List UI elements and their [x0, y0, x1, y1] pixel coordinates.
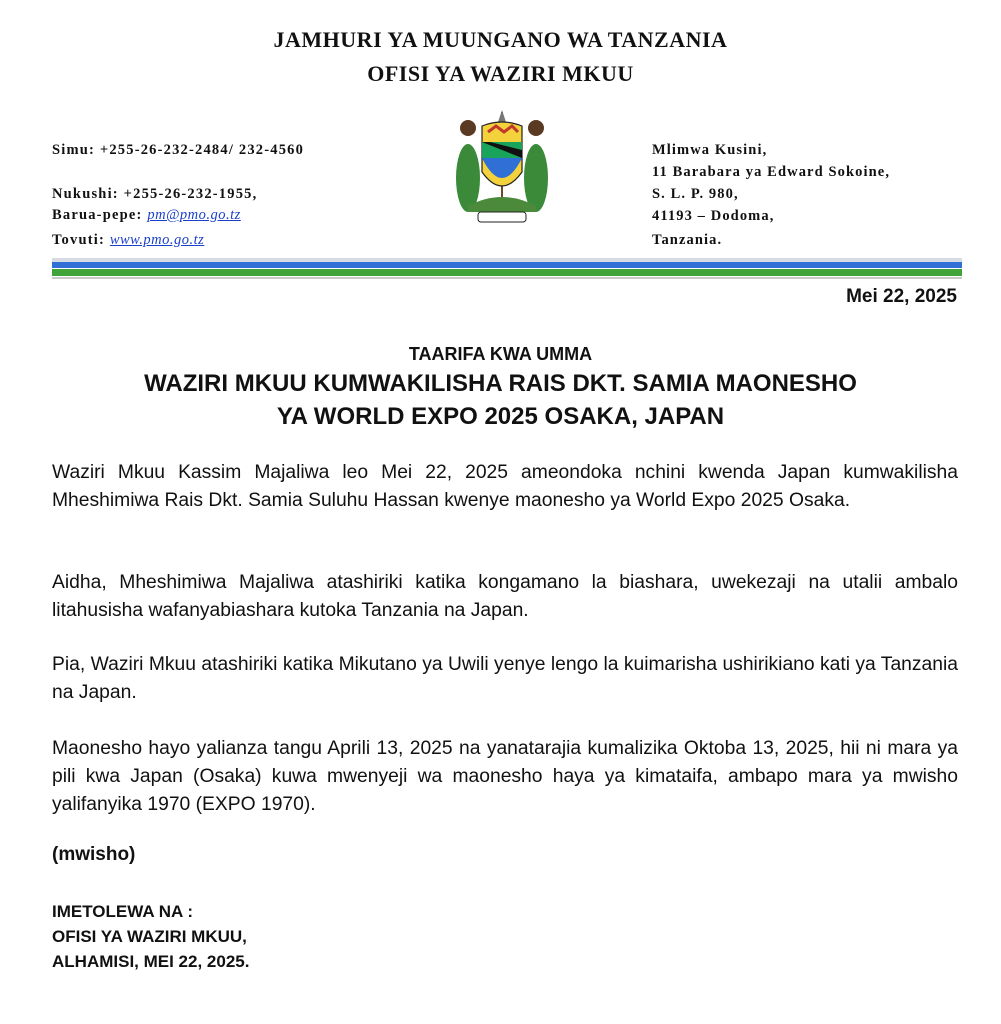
- country-heading: JAMHURI YA MUUNGANO WA TANZANIA: [273, 27, 728, 52]
- fax-line: Nukushi: +255-26-232-1955,: [52, 186, 258, 202]
- issued-by-label: IMETOLEWA NA :: [52, 902, 194, 921]
- end-marker: (mwisho): [52, 844, 136, 865]
- issued-date: ALHAMISI, MEI 22, 2025.: [52, 952, 250, 971]
- headline-line-1: WAZIRI MKUU KUMWAKILISHA RAIS DKT. SAMIA MAONESHO: [144, 370, 857, 397]
- address-line-3: S. L. P. 980,: [652, 186, 739, 202]
- body-paragraph-4: Maonesho hayo yalianza tangu Aprili 13, 2025 na yanatarajia kumalizika Oktoba 13, 2025, hii ni mara ya pili kwa Japan (Osaka) kuwa mwenyeji wa maonesho haya ya kimataifa, ambapo mara ya mwisho yalifanyika 1970 (EXPO 1970).: [52, 738, 958, 815]
- web-label: Tovuti:: [52, 232, 110, 248]
- web-line: [52, 230, 204, 250]
- issued-by-office: OFISI YA WAZIRI MKUU,: [52, 927, 247, 946]
- office-heading: OFISI YA WAZIRI MKUU: [367, 61, 634, 86]
- address-line-5: Tanzania.: [652, 232, 723, 248]
- release-date: Mei 22, 2025: [846, 286, 957, 307]
- email-line: [52, 205, 241, 225]
- body-paragraph-3: Pia, Waziri Mkuu atashiriki katika Mikutano ya Uwili yenye lengo la kuimarisha ushirikiano kati ya Tanzania na Japan.: [52, 654, 958, 703]
- band-grey-bottom: [52, 277, 962, 279]
- body-paragraph-2: Aidha, Mheshimiwa Majaliwa atashiriki katika kongamano la biashara, uwekezaji na utalii ambalo litahusisha wafanyabiashara kutoka Tanzania na Japan.: [52, 572, 958, 621]
- band-blue: [52, 262, 962, 268]
- tanzania-coat-of-arms-icon: [448, 108, 556, 226]
- phone-line: Simu: +255-26-232-2484/ 232-4560: [52, 142, 305, 158]
- email-link[interactable]: pm@pmo.go.tz: [147, 207, 241, 223]
- web-link[interactable]: www.pmo.go.tz: [109, 232, 205, 248]
- address-line-2: 11 Barabara ya Edward Sokoine,: [652, 164, 891, 180]
- email-label: Barua-pepe:: [52, 207, 148, 223]
- body-paragraph-1: Waziri Mkuu Kassim Majaliwa leo Mei 22, 2025 ameondoka nchini kwenda Japan kumwakilisha Mheshimiwa Rais Dkt. Samia Suluhu Hassan kwenye maonesho ya World Expo 2025 Osaka.: [52, 462, 958, 511]
- release-type-heading: TAARIFA KWA UMMA: [408, 344, 593, 364]
- headline-line-2: YA WORLD EXPO 2025 OSAKA, JAPAN: [276, 403, 725, 430]
- band-green: [52, 269, 962, 276]
- address-line-4: 41193 – Dodoma,: [652, 208, 775, 224]
- address-line-1: Mlimwa Kusini,: [652, 142, 768, 158]
